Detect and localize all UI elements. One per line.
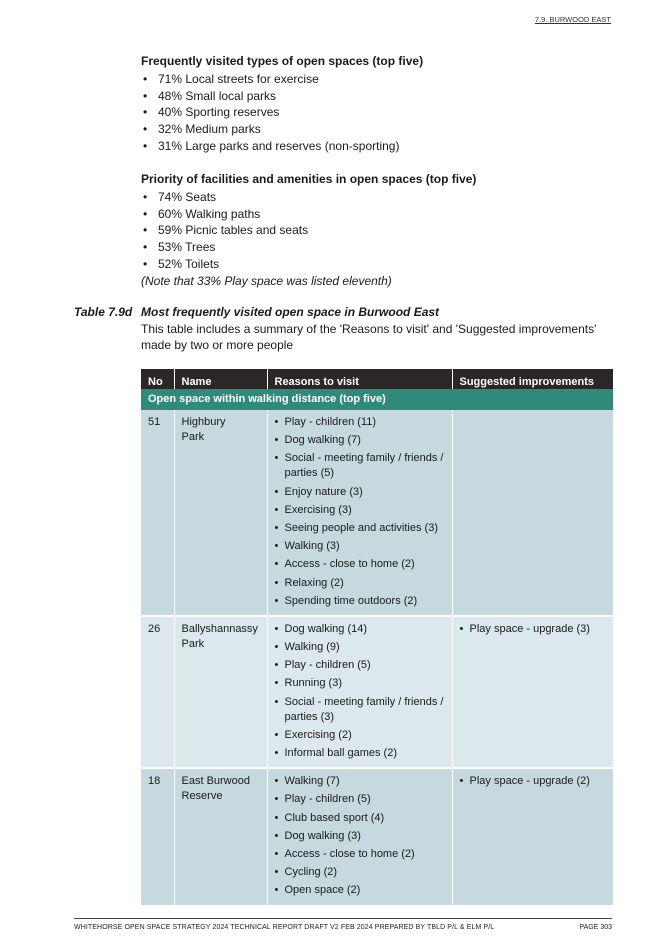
row-no: 18 [141, 768, 174, 904]
footer-rule [74, 918, 612, 919]
table-row [141, 616, 613, 768]
list-item: • 40% Sporting reserves [141, 104, 611, 121]
list-item: • 60% Walking paths [141, 206, 611, 223]
row-improvements [452, 410, 613, 616]
priority-note: (Note that 33% Play space was listed eleventh) [141, 273, 392, 288]
table-row [141, 768, 613, 904]
header-improvements: Suggested improvements [452, 369, 613, 389]
running-head: 7.9. BURWOOD EAST [534, 15, 611, 24]
page-number: PAGE 303 [579, 924, 612, 931]
reason-item: • Access - close to home (2) [275, 557, 445, 572]
priority-list [141, 189, 611, 273]
reason-item: • Walking (7) [275, 774, 445, 789]
row-name-line: Park [181, 431, 205, 443]
row-improvements [452, 616, 613, 768]
table-label: Table 7.9d [74, 305, 133, 319]
table-title: Most frequently visited open space in Burwood East [141, 305, 440, 319]
header-no: No [141, 369, 174, 389]
list-item: • 71% Local streets for exercise [141, 71, 611, 88]
list-item: • 59% Picnic tables and seats [141, 222, 611, 239]
row-reasons [267, 410, 452, 616]
list-item: • 74% Seats [141, 189, 611, 206]
list-item: • 48% Small local parks [141, 88, 611, 105]
open-space-table [141, 369, 613, 905]
reason-item: • Walking (3) [275, 539, 445, 554]
types-list [141, 71, 611, 155]
row-name-line: East Burwood [181, 775, 250, 788]
table-header-row [141, 369, 613, 389]
reason-item: • Dog walking (3) [275, 829, 445, 844]
reason-item: • Dog walking (14) [275, 622, 445, 637]
reason-item: • Walking (9) [275, 640, 445, 655]
footer-text: WHITEHORSE OPEN SPACE STRATEGY 2024 TECHNICAL REPORT DRAFT V2 FEB 2024 PREPARED BY TBLD P/L & ELM P/L [74, 924, 495, 931]
row-name [174, 616, 267, 768]
reason-item: • Club based sport (4) [275, 811, 445, 826]
reason-item: • Cycling (2) [275, 865, 445, 880]
reason-item: • Exercising (2) [275, 728, 445, 743]
reason-item: • Spending time outdoors (2) [275, 594, 445, 609]
row-name-line: Reserve [181, 790, 223, 803]
reason-item: • Access - close to home (2) [275, 847, 445, 862]
table-description: This table includes a summary of the 'Reasons to visit' and 'Suggested improvements' made by two or more people [141, 322, 597, 352]
header-reasons: Reasons to visit [267, 369, 452, 389]
reason-item: • Play - children (5) [275, 658, 445, 673]
improvement-item: • Play space - upgrade (3) [460, 622, 607, 637]
reason-item: • Social - meeting family / friends / parties (5) [275, 451, 445, 481]
table-group-row [141, 389, 613, 410]
types-heading: Frequently visited types of open spaces (top five) [141, 54, 424, 68]
row-reasons [267, 768, 452, 904]
reason-item: • Informal ball games (2) [275, 746, 445, 761]
row-no: 26 [141, 616, 174, 768]
list-item: • 53% Trees [141, 239, 611, 256]
row-improvements [452, 768, 613, 904]
list-item: • 32% Medium parks [141, 121, 611, 138]
row-no: 51 [141, 410, 174, 616]
row-name [174, 410, 267, 616]
row-name-line: Highbury [181, 416, 226, 428]
row-name-line: Ballyshannassy [181, 622, 258, 635]
list-item: • 52% Toilets [141, 256, 611, 273]
row-name [174, 768, 267, 904]
reason-item: • Running (3) [275, 676, 445, 691]
group-label: Open space within walking distance (top five) [141, 389, 613, 410]
reason-item: • Seeing people and activities (3) [275, 521, 445, 536]
priority-heading: Priority of facilities and amenities in open spaces (top five) [141, 172, 477, 186]
priority-section [141, 171, 611, 289]
header-name: Name [174, 369, 267, 389]
reason-item: • Play - children (11) [275, 415, 445, 430]
improvement-item: • Play space - upgrade (2) [460, 774, 607, 789]
reason-item: • Exercising (3) [275, 503, 445, 518]
types-section [141, 53, 611, 155]
reason-item: • Social - meeting family / friends / parties (3) [275, 695, 445, 725]
table-row [141, 410, 613, 616]
reason-item: • Enjoy nature (3) [275, 485, 445, 500]
list-item: • 31% Large parks and reserves (non-sporting) [141, 138, 611, 155]
row-name-line: Park [181, 637, 205, 650]
reason-item: • Play - children (5) [275, 792, 445, 807]
reason-item: • Open space (2) [275, 883, 445, 898]
reason-item: • Relaxing (2) [275, 576, 445, 591]
reason-item: • Dog walking (7) [275, 433, 445, 448]
row-reasons [267, 616, 452, 768]
